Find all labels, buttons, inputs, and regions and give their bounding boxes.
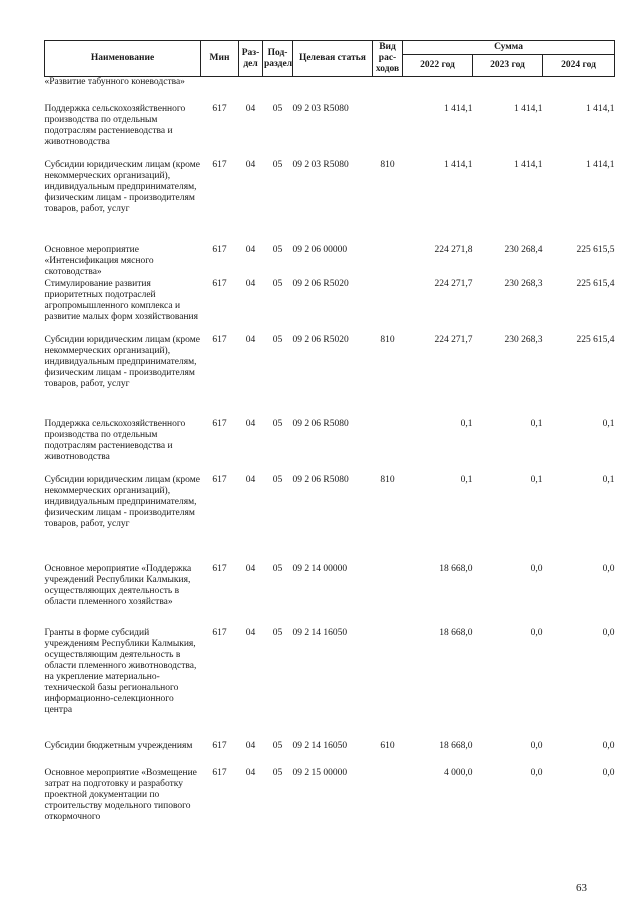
cell-sum-2022: 0,1: [460, 418, 473, 429]
cell-target-article: 09 2 03 R5080: [292, 159, 349, 170]
cell-target-article: 09 2 06 R5020: [292, 278, 349, 289]
cell-min: 617: [212, 627, 227, 638]
cell-razdel: 04: [245, 418, 256, 429]
cell-name: Основное мероприятие «Возмещение затрат на подготовку и разработку проектной документации по строительству модельного типового откормочного: [44, 767, 197, 822]
cell-razdel: 04: [245, 563, 256, 574]
cell-min: 617: [212, 334, 227, 345]
table-row: [45, 419, 615, 475]
cell-sum-2022: [403, 77, 473, 104]
cell-expense-type: 810: [380, 334, 395, 345]
cell-min: 617: [212, 740, 227, 751]
cell-podrazdel: 05: [272, 627, 283, 638]
cell-sum-2024: 225 615,4: [576, 334, 615, 345]
cell-expense-type: 810: [380, 474, 395, 485]
cell-podrazdel: 05: [272, 334, 283, 345]
table-row: [45, 245, 615, 279]
cell-name: Поддержка сельскохозяйственного производства по отдельным подотраслям растениеводства и животноводства: [44, 103, 186, 147]
table-header: [45, 41, 615, 77]
cell-min: 617: [212, 244, 227, 255]
header-expense-type: Вид рас-ходов: [373, 41, 403, 77]
cell-sum-2022: 224 271,7: [434, 278, 473, 289]
header-year-2022: 2022 год: [403, 55, 473, 77]
cell-podrazdel: 05: [272, 159, 283, 170]
cell-target-article: 09 2 15 00000: [292, 767, 348, 778]
table-row: [45, 279, 615, 335]
cell-sum-2023: 0,0: [530, 767, 543, 778]
cell-sum-2023: 0,0: [530, 563, 543, 574]
cell-expense-type: [373, 279, 403, 335]
cell-expense-type: 810: [380, 159, 395, 170]
cell-target-article: 09 2 03 R5080: [292, 103, 349, 114]
cell-sum-2023: 230 268,3: [504, 334, 543, 345]
cell-sum-2024: 0,0: [602, 563, 615, 574]
cell-min: 617: [212, 278, 227, 289]
cell-razdel: 04: [245, 474, 256, 485]
cell-sum-2022: 18 668,0: [439, 627, 473, 638]
cell-podrazdel: 05: [272, 474, 283, 485]
cell-podrazdel: 05: [272, 767, 283, 778]
cell-target-article: 09 2 14 16050: [292, 627, 348, 638]
table-row: [45, 104, 615, 160]
cell-expense-type: 610: [380, 740, 395, 751]
cell-razdel: 04: [245, 767, 256, 778]
cell-podrazdel: 05: [272, 103, 283, 114]
cell-name: «Развитие табунного коневодства»: [44, 77, 185, 87]
cell-min: [201, 77, 239, 104]
cell-sum-2023: 1 414,1: [514, 159, 543, 170]
cell-sum-2022: 224 271,8: [434, 244, 473, 255]
header-podrazdel: Под-раздел: [263, 41, 293, 77]
cell-name: Основное мероприятие «Интенсификация мясного скотоводства»: [44, 244, 154, 277]
cell-sum-2024: 0,0: [602, 767, 615, 778]
cell-sum-2024: 0,0: [602, 740, 615, 751]
cell-sum-2024: [543, 77, 615, 104]
cell-sum-2023: 0,1: [530, 474, 543, 485]
cell-target-article: 09 2 06 R5080: [292, 418, 349, 429]
cell-target-article: 09 2 14 00000: [292, 563, 348, 574]
cell-podrazdel: 05: [272, 278, 283, 289]
header-razdel: Раз-дел: [239, 41, 263, 77]
cell-name: Гранты в форме субсидий учреждениям Республики Калмыкия, осуществляющим деятельность в области племенного животноводства, на укрепление материально-технической базы регионального информационно-селекционного центра: [44, 627, 197, 715]
cell-razdel: 04: [245, 334, 256, 345]
cell-sum-2023: 0,1: [530, 418, 543, 429]
cell-sum-2024: 0,1: [602, 474, 615, 485]
cell-podrazdel: 05: [272, 418, 283, 429]
cell-sum-2024: 0,1: [602, 418, 615, 429]
cell-sum-2022: 18 668,0: [439, 740, 473, 751]
cell-expense-type: [373, 245, 403, 279]
table-row: [45, 160, 615, 245]
cell-razdel: 04: [245, 244, 256, 255]
cell-sum-2022: 18 668,0: [439, 563, 473, 574]
header-sum: Сумма: [403, 41, 615, 55]
cell-razdel: 04: [245, 159, 256, 170]
cell-target-article: 09 2 06 R5020: [292, 334, 349, 345]
cell-razdel: 04: [245, 740, 256, 751]
header-year-2024: 2024 год: [543, 55, 615, 77]
cell-razdel: 04: [245, 627, 256, 638]
table-row: [45, 77, 615, 104]
cell-min: 617: [212, 159, 227, 170]
table-row: [45, 335, 615, 419]
cell-podrazdel: 05: [272, 244, 283, 255]
cell-min: 617: [212, 103, 227, 114]
cell-expense-type: [373, 77, 403, 104]
cell-min: 617: [212, 563, 227, 574]
budget-table: [44, 40, 615, 843]
cell-name: Субсидии бюджетным учреждениям: [44, 740, 193, 751]
cell-sum-2023: 1 414,1: [514, 103, 543, 114]
table-row: [45, 475, 615, 564]
cell-sum-2023: 0,0: [530, 740, 543, 751]
cell-sum-2023: 230 268,3: [504, 278, 543, 289]
cell-sum-2024: 225 615,5: [576, 244, 615, 255]
cell-expense-type: [373, 419, 403, 475]
cell-expense-type: [373, 564, 403, 628]
cell-podrazdel: 05: [272, 563, 283, 574]
cell-sum-2022: 1 414,1: [444, 103, 473, 114]
cell-min: 617: [212, 474, 227, 485]
cell-sum-2023: 0,0: [530, 627, 543, 638]
cell-name: Субсидии юридическим лицам (кроме некоммерческих организаций), индивидуальным предпринимателям, физическим лицам - производителям товаров, работ, услуг: [44, 159, 200, 214]
cell-sum-2024: 0,0: [602, 627, 615, 638]
header-target-article: Целевая статья: [293, 41, 373, 77]
page-number: 63: [576, 882, 587, 894]
table-body: [45, 77, 615, 843]
cell-razdel: 04: [245, 278, 256, 289]
cell-expense-type: [373, 768, 403, 843]
cell-sum-2024: 225 615,4: [576, 278, 615, 289]
cell-target-article: [293, 77, 373, 104]
cell-min: 617: [212, 767, 227, 778]
table-row: [45, 768, 615, 843]
cell-target-article: 09 2 06 00000: [292, 244, 348, 255]
cell-sum-2022: 1 414,1: [444, 159, 473, 170]
cell-sum-2022: 4 000,0: [444, 767, 473, 778]
header-year-2023: 2023 год: [473, 55, 543, 77]
cell-name: Субсидии юридическим лицам (кроме некоммерческих организаций), индивидуальным предпринимателям, физическим лицам - производителям товаров, работ, услуг: [44, 474, 200, 529]
table-row: [45, 564, 615, 628]
cell-sum-2022: 224 271,7: [434, 334, 473, 345]
cell-podrazdel: 05: [272, 740, 283, 751]
cell-sum-2022: 0,1: [460, 474, 473, 485]
table-row: [45, 628, 615, 741]
cell-target-article: 09 2 06 R5080: [292, 474, 349, 485]
cell-sum-2023: 230 268,4: [504, 244, 543, 255]
cell-expense-type: [373, 104, 403, 160]
cell-sum-2024: 1 414,1: [586, 103, 615, 114]
cell-target-article: 09 2 14 16050: [292, 740, 348, 751]
cell-razdel: 04: [245, 103, 256, 114]
cell-sum-2024: 1 414,1: [586, 159, 615, 170]
cell-expense-type: [373, 628, 403, 741]
cell-name: Основное мероприятие «Поддержка учреждений Республики Калмыкия, осуществляющих деятельность в области племенного хозяйства»: [44, 563, 192, 607]
header-name: Наименование: [45, 41, 201, 77]
cell-name: Стимулирование развития приоритетных подотраслей агропромышленного комплекса и развитие малых форм хозяйствования: [44, 278, 199, 322]
table-row: [45, 741, 615, 768]
cell-name: Поддержка сельскохозяйственного производства по отдельным подотраслям растениеводства и животноводства: [44, 418, 186, 462]
cell-sum-2023: [473, 77, 543, 104]
cell-razdel: [239, 77, 263, 104]
cell-podrazdel: [263, 77, 293, 104]
cell-min: 617: [212, 418, 227, 429]
cell-name: Субсидии юридическим лицам (кроме некоммерческих организаций), индивидуальным предпринимателям, физическим лицам - производителям товаров, работ, услуг: [44, 334, 200, 389]
header-min: Мин: [201, 41, 239, 77]
